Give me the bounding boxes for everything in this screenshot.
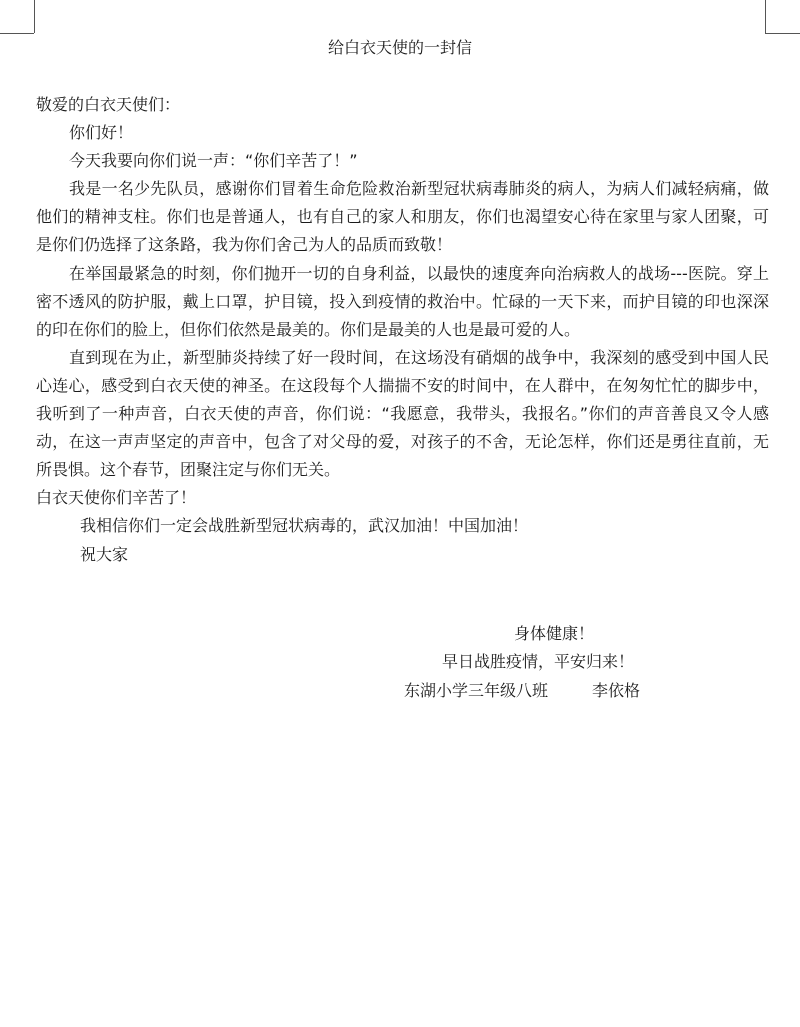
- thanks-line: 白衣天使你们辛苦了！: [36, 488, 197, 508]
- paragraph-3: 在举国最紧急的时刻，你们抛开一切的自身利益，以最快的速度奔向治病救人的战场---医院。穿上密不透风的防护服，戴上口罩，护目镜，投入到疫情的救治中。忙碌的一天下来，而护目镜的印也深深的印在你们的脸上，但你们依然是最美的。你们是最美的人也是最可爱的人。: [36, 263, 769, 339]
- wish-health: 身体健康！: [514, 624, 595, 643]
- signature: [404, 677, 640, 705]
- paragraph-4: 直到现在为止，新型肺炎持续了好一段时间，在这场没有硝烟的战争中，我深刻的感受到中国人民心连心，感受到白衣天使的神圣。在这段每个人揣揣不安的时间中，在人群中，在匆匆忙忙的脚步中，我听到了一种声音，白衣天使的声音，你们说：“我愿意，我带头，我报名。”你们的声音善良又令人感动，在这一声声坚定的声音中，包含了对父母的爱，对孩子的不舍，无论怎样，你们还是勇往直前，无所畏惧。这个春节，团聚注定与你们无关。: [36, 347, 769, 480]
- wish-intro: 祝大家: [80, 544, 129, 564]
- greeting: 你们好！: [69, 123, 134, 143]
- crop-mark-top-right: [765, 33, 800, 34]
- salutation: 敬爱的白衣天使们：: [36, 95, 181, 114]
- belief-line: 我相信你们一定会战胜新型冠状病毒的，武汉加油！中国加油！: [80, 516, 529, 536]
- wish-victory: 早日战胜疫情，平安归来！: [442, 652, 635, 671]
- signature-name: 李依格: [592, 681, 641, 700]
- signature-school: 东湖小学三年级八班: [404, 681, 549, 700]
- letter-body: [36, 91, 769, 569]
- crop-mark-top-right: [765, 0, 766, 33]
- letter-title: 给白衣天使的一封信: [327, 38, 472, 57]
- crop-mark-top-left: [34, 0, 35, 33]
- paragraph-2: 我是一名少先队员，感谢你们冒着生命危险救治新型冠状病毒肺炎的病人，为病人们减轻病痛，做他们的精神支柱。你们也是普通人，也有自己的家人和朋友，你们也渴望安心待在家里与家人团聚，可是你们仍选择了这条路，我为你们舍己为人的品质而致敬！: [36, 179, 769, 255]
- paragraph-1: 今天我要向你们说一声：“你们辛苦了！”: [69, 151, 358, 171]
- crop-mark-top-left: [0, 33, 34, 34]
